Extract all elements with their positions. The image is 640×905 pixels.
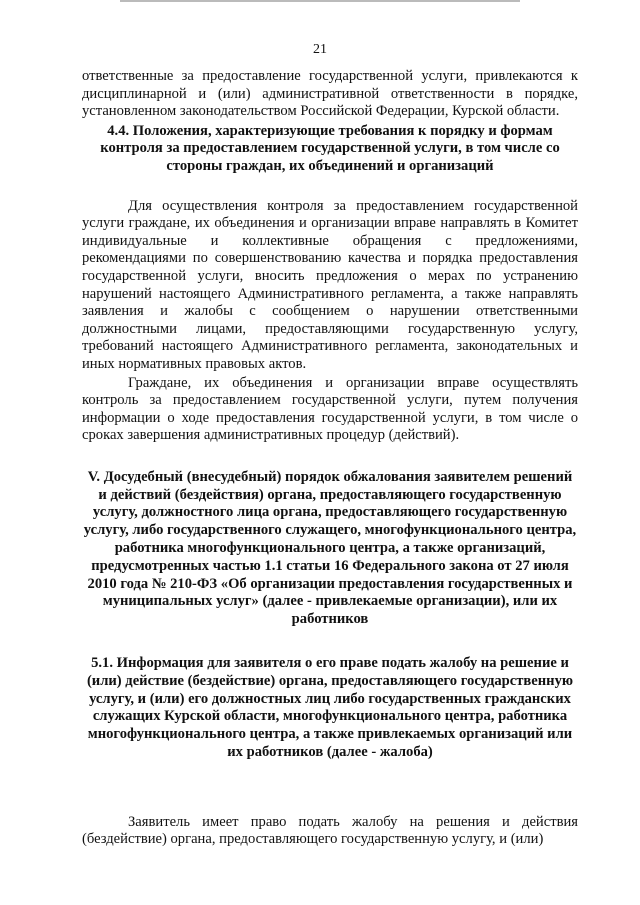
paragraph-control-info: Граждане, их объединения и организации вправе осуществлять контроль за предоставлением государственной услуги, путем получения информации о ходе предоставления государственной услуги, в том числе о сроках завершения административных процедур (действий). [82, 374, 578, 444]
page-number: 21 [313, 42, 327, 57]
section-heading-4-4: 4.4. Положения, характеризующие требования к порядку и формам контроля за предоставлением государственной услуги, в том числе со стороны граждан, их объединений и организаций [100, 122, 560, 174]
paragraph-responsibility: ответственные за предоставление государственной услуги, привлекаются к дисциплинарной и (или) административной ответственности в порядке, установленном законодательством Российской Федерации, Курской области. [82, 68, 578, 120]
paragraph-complaint-right: Заявитель имеет право подать жалобу на решения и действия (бездействие) органа, предоставляющего государственную услугу, и (или) [82, 813, 578, 848]
section-heading-5: V. Досудебный (внесудебный) порядок обжалования заявителем решений и действий (бездействия) органа, предоставляющего государственную услугу, должностного лица органа, предоставляющего государственную услугу, либо государственного служащего, многофункционального центра, работника многофункционального центра, а также организаций, предусмотренных частью 1.1 статьи 16 Федерального закона от 27 июля 2010 года № 210-ФЗ «Об организации предоставления государственных и муниципальных услуг» (далее - привлекаемые организации), или их работников [83, 468, 577, 628]
top-scan-line [120, 0, 520, 2]
section-heading-5-1: 5.1. Информация для заявителя о его праве подать жалобу на решение и (или) действие (бездействие) органа, предоставляющего государственную услугу, и (или) его должностных лиц либо государственных гражданских служащих Курской области, многофункционального центра, работника многофункционального центра, а также привлекаемых организаций или их работников (далее - жалоба) [86, 655, 574, 761]
document-body [82, 68, 578, 849]
paragraph-control-rights: Для осуществления контроля за предоставлением государственной услуги граждане, их объединения и организации вправе направлять в Комитет индивидуальные и коллективные обращения с предложениями, рекомендациями по совершенствованию качества и порядка предоставления государственной услуги, вносить предложения о мерах по устранению нарушений настоящего Административного регламента, а также направлять заявления и жалобы с сообщением о нарушении ответственными должностными лицами, предоставляющими государственную услугу, требований настоящего Административного регламента, законодательных и иных нормативных правовых актов. [82, 197, 578, 372]
